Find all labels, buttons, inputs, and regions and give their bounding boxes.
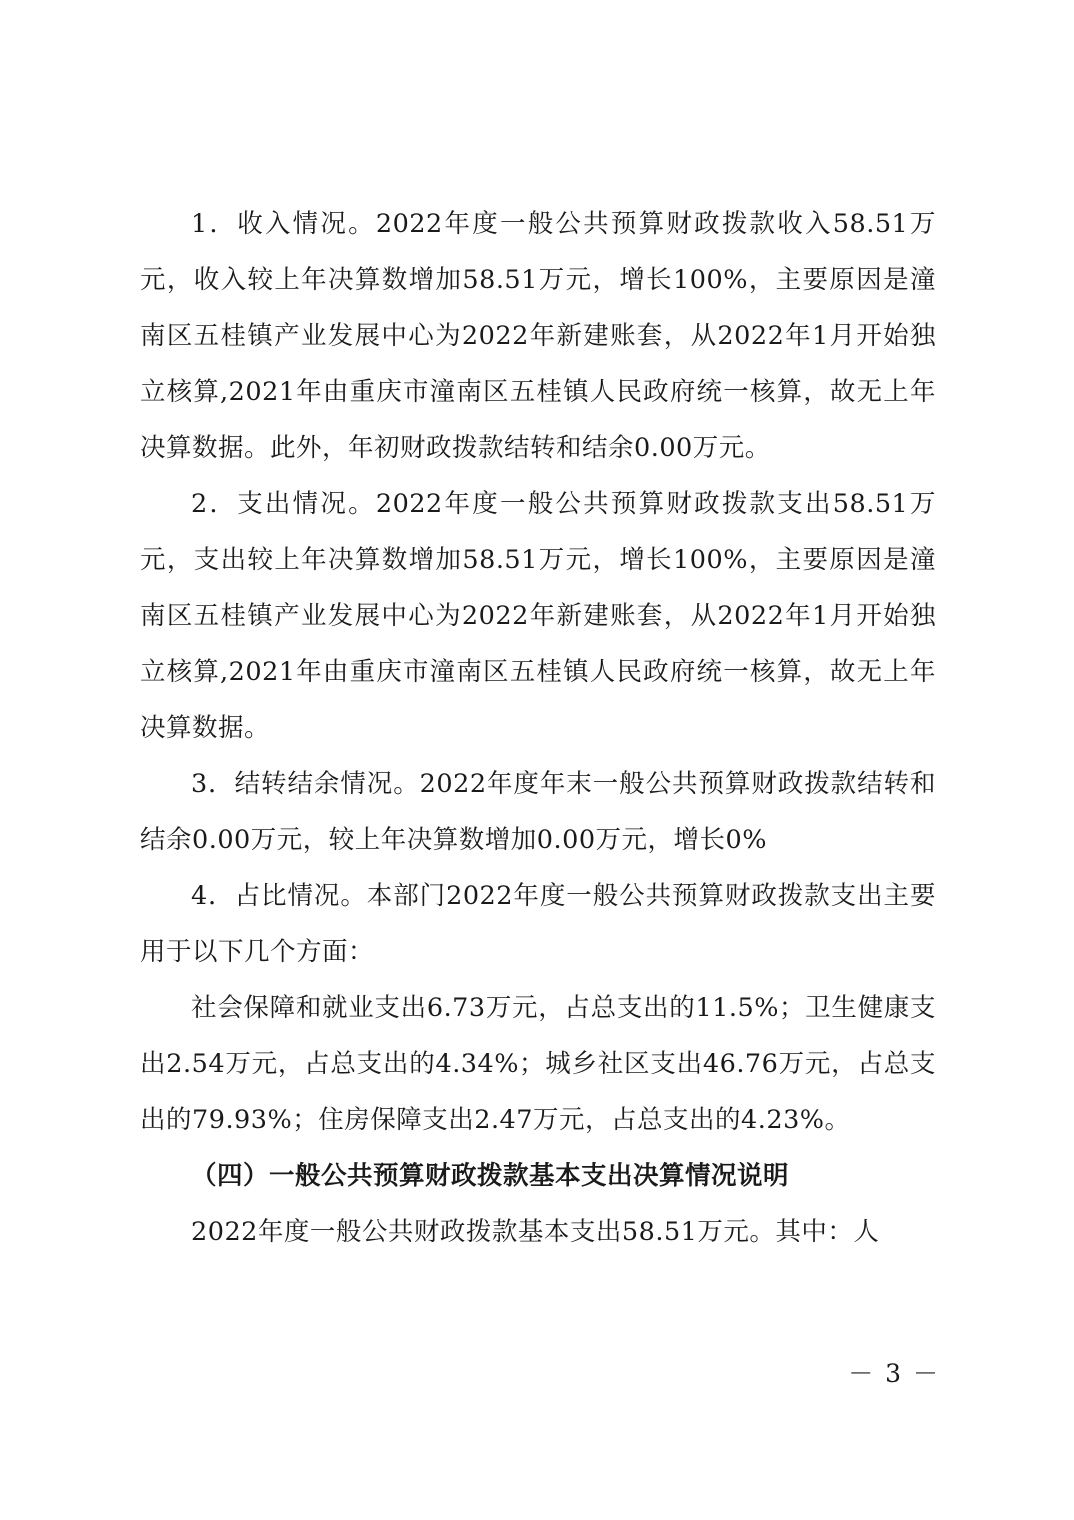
section-heading-4: （四）一般公共预算财政拨款基本支出决算情况说明	[191, 1161, 790, 1191]
document-body	[140, 196, 936, 1260]
paragraph-carryover: 3．结转结余情况。2022年度年末一般公共预算财政拨款结转和结余0.00万元，较上年决算数增加0.00万元，增长0%	[140, 769, 936, 855]
paragraph-income: 1．收入情况。2022年度一般公共预算财政拨款收入58.51万元，收入较上年决算数增加58.51万元，增长100%，主要原因是潼南区五桂镇产业发展中心为2022年新建账套，从2022年1月开始独立核算,2021年由重庆市潼南区五桂镇人民政府统一核算，故无上年决算数据。此外，年初财政拨款结转和结余0.00万元。	[140, 209, 936, 463]
paragraph-expenditure: 2．支出情况。2022年度一般公共预算财政拨款支出58.51万元，支出较上年决算数增加58.51万元，增长100%，主要原因是潼南区五桂镇产业发展中心为2022年新建账套，从2022年1月开始独立核算,2021年由重庆市潼南区五桂镇人民政府统一核算，故无上年决算数据。	[140, 489, 936, 743]
paragraph-basic-expenditure: 2022年度一般公共财政拨款基本支出58.51万元。其中：人	[191, 1217, 880, 1247]
page-number: － 3 －	[848, 1359, 940, 1388]
paragraph-proportion: 4．占比情况。本部门2022年度一般公共预算财政拨款支出主要用于以下几个方面：	[140, 881, 936, 967]
paragraph-proportion-detail: 社会保障和就业支出6.73万元，占总支出的11.5%；卫生健康支出2.54万元，占总支出的4.34%；城乡社区支出46.76万元，占总支出的79.93%；住房保障支出2.47万元，占总支出的4.23%。	[140, 993, 936, 1135]
